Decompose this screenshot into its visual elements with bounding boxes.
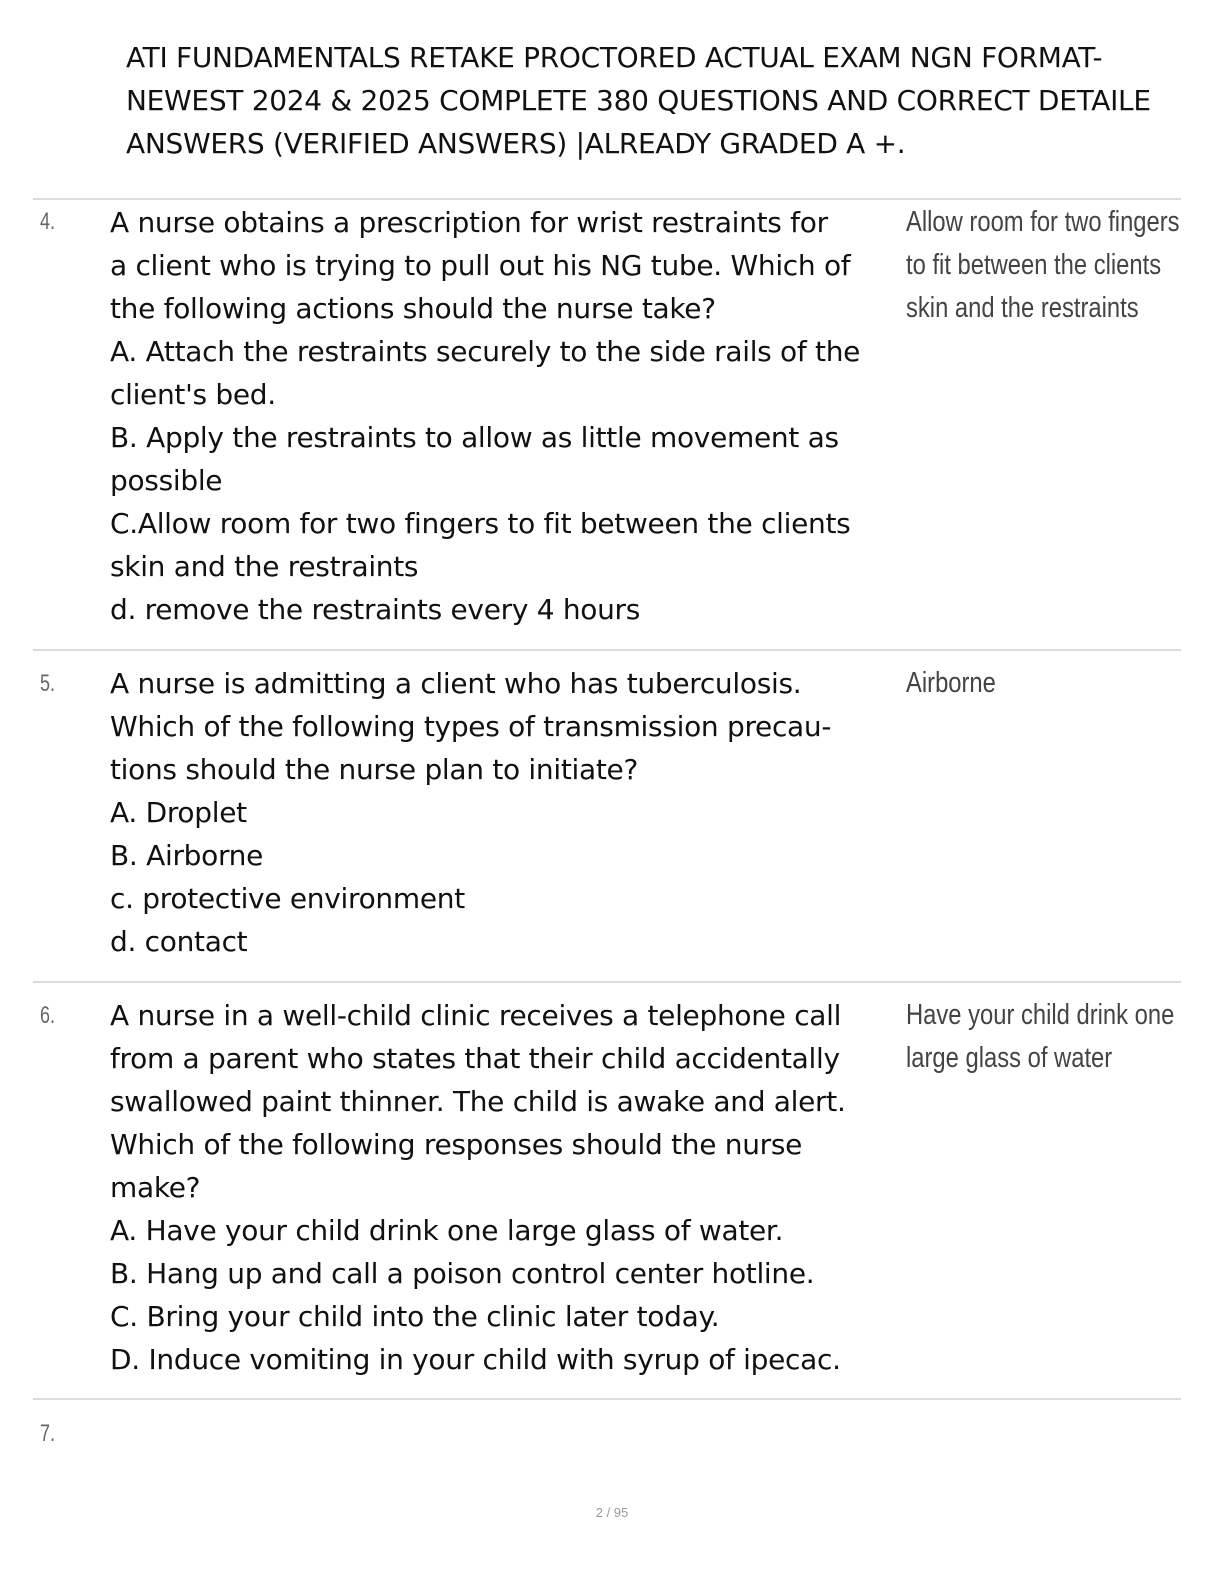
question-4 xyxy=(110,201,900,631)
question-text-line: swallowed paint thinner. The child is awake and alert. xyxy=(110,1085,846,1118)
option-c-cont: skin and the restraints xyxy=(110,550,419,583)
title-line-1: ATI FUNDAMENTALS RETAKE PROCTORED ACTUAL EXAM NGN FORMAT- xyxy=(126,41,1103,74)
question-text-line: the following actions should the nurse take? xyxy=(110,292,716,325)
question-number: 6. xyxy=(40,1002,56,1029)
answer-line: Airborne xyxy=(906,667,996,699)
answer-6 xyxy=(906,994,1175,1080)
option-b: B. Airborne xyxy=(110,839,264,872)
title-line-3: ANSWERS (VERIFIED ANSWERS) |ALREADY GRADED A +. xyxy=(126,127,906,160)
option-b: B. Apply the restraints to allow as little movement as xyxy=(110,421,839,454)
question-text-line: a client who is trying to pull out his NG tube. Which of xyxy=(110,249,851,282)
question-text-line: Which of the following types of transmission precau- xyxy=(110,710,832,743)
question-6 xyxy=(110,994,900,1381)
option-d: d. remove the restraints every 4 hours xyxy=(110,593,641,626)
question-text-line: A nurse is admitting a client who has tuberculosis. xyxy=(110,667,802,700)
option-a-cont: client's bed. xyxy=(110,378,276,411)
question-text-line: A nurse obtains a prescription for wrist restraints for xyxy=(110,206,828,239)
question-text-line: Which of the following responses should the nurse xyxy=(110,1128,803,1161)
divider xyxy=(33,649,1181,651)
option-d: d. contact xyxy=(110,925,248,958)
answer-line: skin and the restraints xyxy=(906,292,1139,324)
answer-5 xyxy=(906,662,1160,705)
question-number: 7. xyxy=(40,1420,56,1447)
question-text-line: A nurse in a well-child clinic receives a telephone call xyxy=(110,999,842,1032)
page-number: 2 / 95 xyxy=(595,1505,629,1520)
divider xyxy=(33,1398,1181,1400)
option-b-cont: possible xyxy=(110,464,223,497)
answer-4 xyxy=(906,201,1180,330)
answer-line: Allow room for two fingers xyxy=(906,206,1180,238)
option-c: C. Bring your child into the clinic later today. xyxy=(110,1300,720,1333)
option-c: C.Allow room for two fingers to fit between the clients xyxy=(110,507,851,540)
answer-line: large glass of water xyxy=(906,1042,1113,1074)
question-number: 5. xyxy=(40,670,56,697)
question-number: 4. xyxy=(40,208,56,235)
question-text-line: from a parent who states that their child accidentally xyxy=(110,1042,840,1075)
option-c: c. protective environment xyxy=(110,882,465,915)
option-d: D. Induce vomiting in your child with syrup of ipecac. xyxy=(110,1343,841,1376)
question-5 xyxy=(110,662,900,963)
option-a: A. Attach the restraints securely to the side rails of the xyxy=(110,335,861,368)
option-b: B. Hang up and call a poison control center hotline. xyxy=(110,1257,815,1290)
answer-line: to fit between the clients xyxy=(906,249,1162,281)
divider xyxy=(33,198,1181,200)
divider xyxy=(33,981,1181,983)
answer-line: Have your child drink one xyxy=(906,999,1175,1031)
document-title xyxy=(126,36,1216,165)
title-line-2: NEWEST 2024 & 2025 COMPLETE 380 QUESTIONS AND CORRECT DETAILE xyxy=(126,84,1151,117)
option-a: A. Have your child drink one large glass of water. xyxy=(110,1214,784,1247)
question-text-line: make? xyxy=(110,1171,201,1204)
question-text-line: tions should the nurse plan to initiate? xyxy=(110,753,639,786)
option-a: A. Droplet xyxy=(110,796,247,829)
